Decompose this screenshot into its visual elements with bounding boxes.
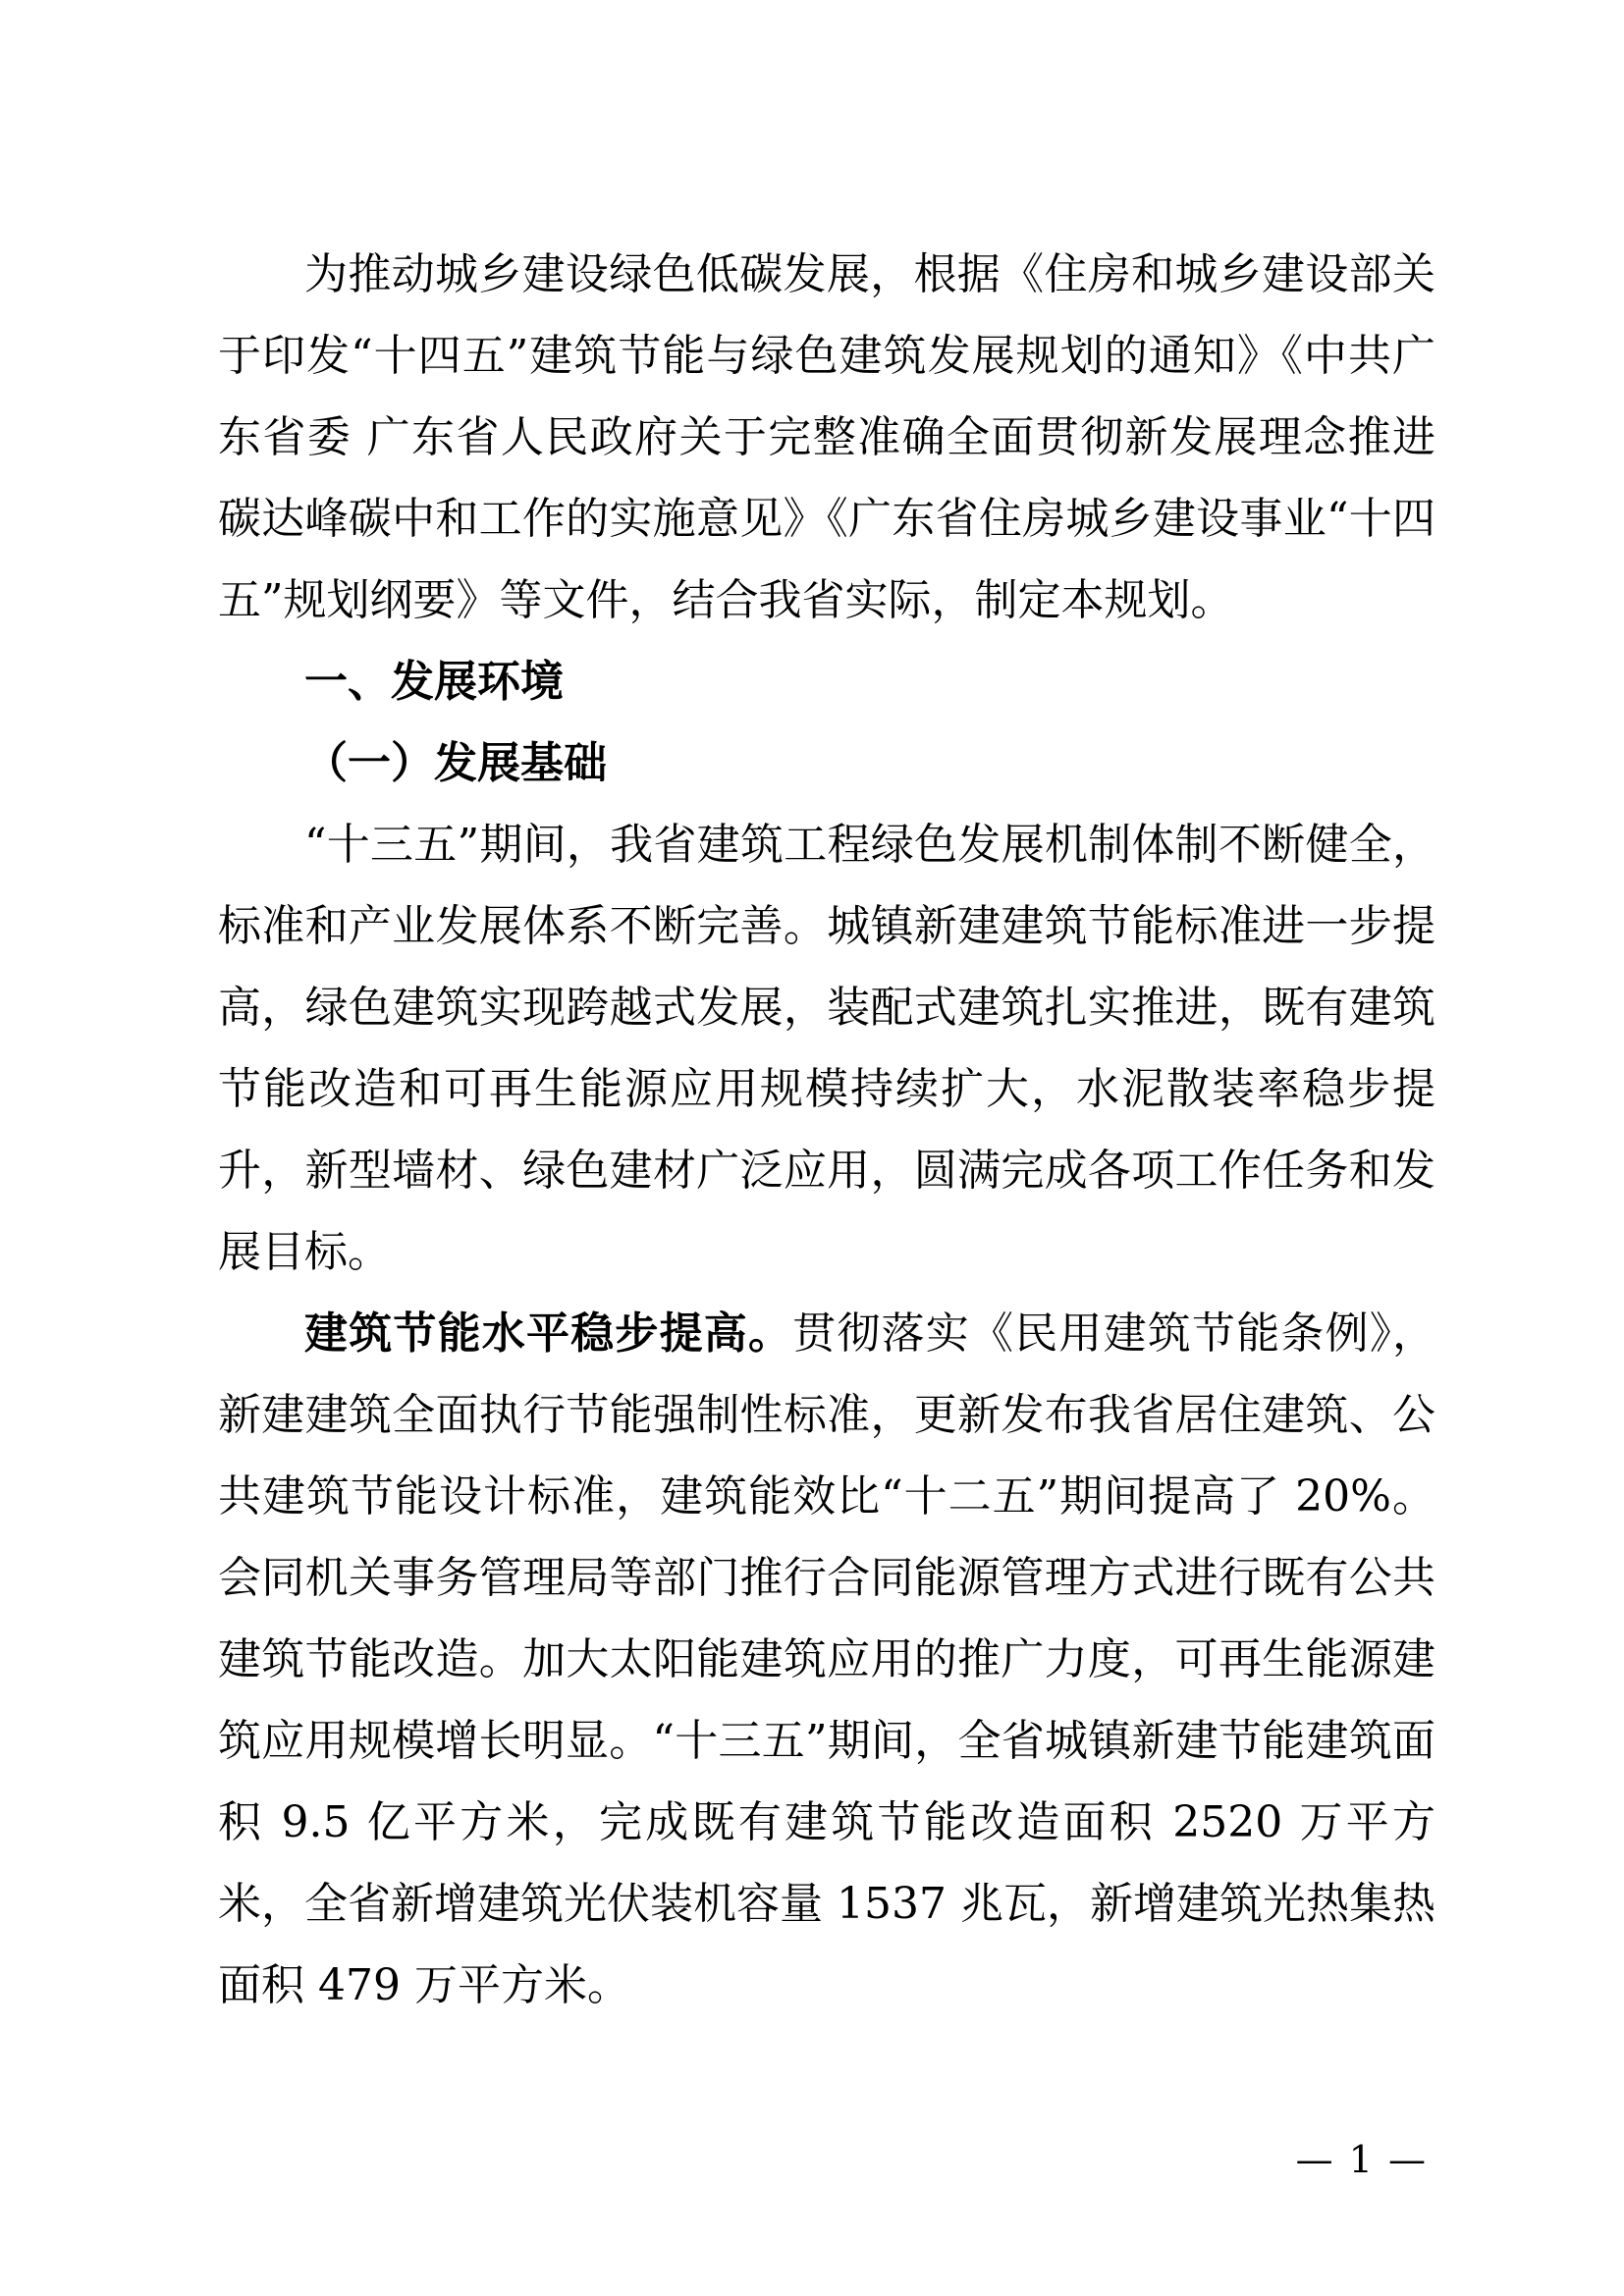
paragraph-intro: 为推动城乡建设绿色低碳发展，根据《住房和城乡建设部关于印发“十四五”建筑节能与绿色建筑发展规划的通知》《中共广东省委 广东省人民政府关于完整准确全面贯彻新发展理念推进碳达峰碳中和工作的实施意见》《广东省住房城乡建设事业“十四五”规划纲要》等文件，结合我省实际，制定本规划。 xyxy=(218,249,1435,625)
paragraph-energy-body: 贯彻落实《民用建筑节能条例》，新建建筑全面执行节能强制性标准，更新发布我省居住建筑、公共建筑节能设计标准，建筑能效比“十二五”期间提高了 20%。会同机关事务管理局等部门推行合同能源管理方式进行既有公共建筑节能改造。加大太阳能建筑应用的推广力度，可再生能源建筑应用规模增长明显。“十三五”期间，全省城镇新建节能建筑面积 9.5 亿平方米，完成既有建筑节能改造面积 2520 万平方米，全省新增建筑光伏装机容量 1537 兆瓦，新增建筑光热集热面积 479 万平方米。 xyxy=(218,1308,1436,2010)
document-body xyxy=(218,234,1435,2026)
paragraph-energy-lead-bold: 建筑节能水平稳步提高。 xyxy=(304,1308,793,1359)
section-heading-development-environment: 一、发展环境 xyxy=(304,657,564,707)
page-number: — 1 — xyxy=(1295,2138,1428,2181)
paragraph-energy-efficiency xyxy=(218,1293,1435,2026)
subsection-heading-development-foundation: （一）发展基础 xyxy=(304,738,607,788)
paragraph-foundation: “十三五”期间，我省建筑工程绿色发展机制体制不断健全，标准和产业发展体系不断完善。城镇新建建筑节能标准进一步提高，绿色建筑实现跨越式发展，装配式建筑扎实推进，既有建筑节能改造和可再生能源应用规模持续扩大，水泥散装率稳步提升，新型墙材、绿色建材广泛应用，圆满完成各项工作任务和发展目标。 xyxy=(218,820,1435,1277)
